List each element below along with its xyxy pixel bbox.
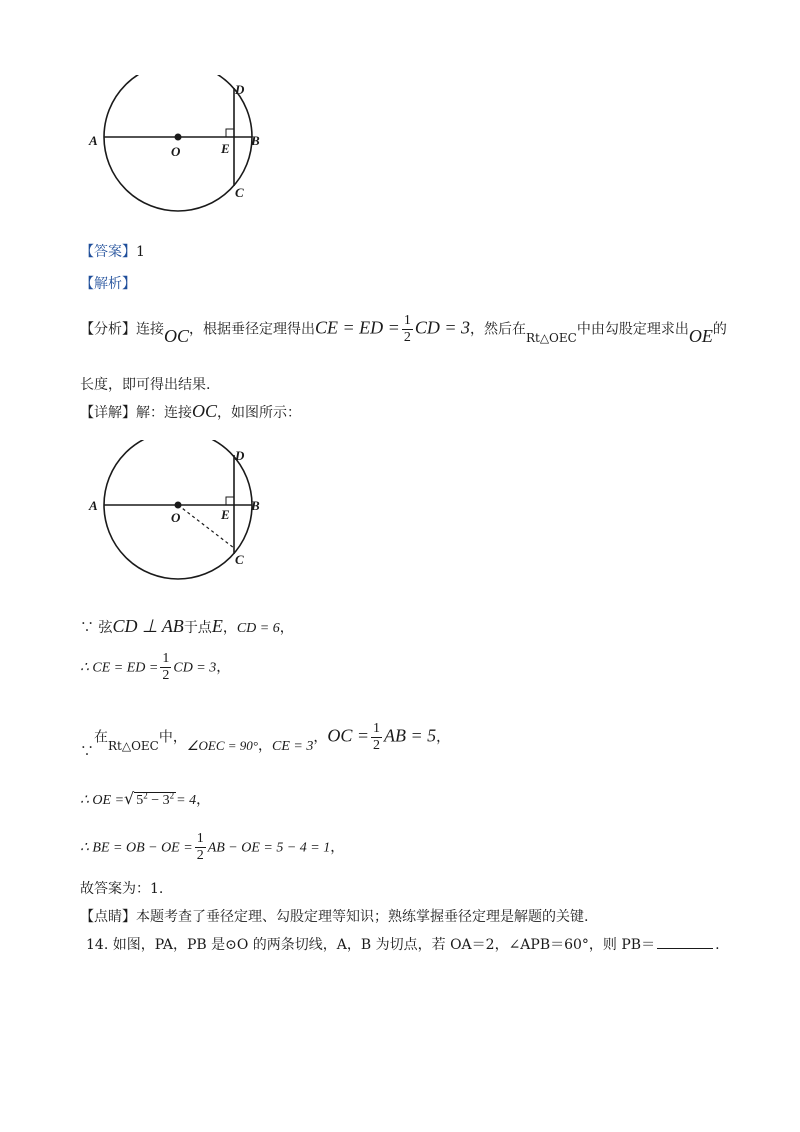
step-2-pre: ∴ CE = ED = bbox=[80, 660, 159, 676]
fenxi-oc: OC bbox=[164, 325, 190, 346]
question-14 bbox=[86, 934, 720, 954]
analysis-tag: 【解析】 bbox=[80, 276, 136, 292]
fenxi-eq-rhs: CD = 3 bbox=[414, 317, 470, 338]
fenxi-text-5: 的 bbox=[712, 321, 727, 338]
step-5-den: 2 bbox=[196, 848, 204, 863]
fenxi-eq-lhs: CE = ED = bbox=[315, 317, 400, 338]
label-d: D bbox=[235, 82, 245, 97]
step-3-num: 1 bbox=[373, 721, 381, 736]
step-5-post: AB − OE = 5 − 4 = 1 bbox=[207, 840, 331, 856]
step-3-angle: ∠OEC = 90° bbox=[186, 737, 259, 753]
label-c: C bbox=[235, 552, 244, 567]
step-5 bbox=[80, 832, 344, 863]
detail-line bbox=[80, 401, 301, 422]
fenxi-half-den: 2 bbox=[403, 330, 411, 345]
label-a: A bbox=[89, 498, 98, 513]
step-5-end: ， bbox=[330, 839, 345, 856]
step-5-half bbox=[195, 832, 206, 863]
radicand-minus-3: − 3 bbox=[147, 793, 170, 808]
label-b: B bbox=[251, 133, 260, 148]
circle-diagram-2 bbox=[80, 440, 280, 590]
circle-diagram-1 bbox=[80, 75, 280, 225]
step-2-post: CD = 3 bbox=[173, 660, 217, 676]
radicand-sup-1: 2 bbox=[143, 790, 148, 801]
step-3-den: 2 bbox=[373, 738, 381, 753]
label-o: O bbox=[171, 144, 181, 159]
step-4 bbox=[80, 789, 210, 809]
step-3-end: ， bbox=[436, 729, 451, 746]
fenxi-text-3: ，然后在 bbox=[469, 321, 526, 338]
comment-tag: 【点睛】 bbox=[80, 909, 136, 925]
step-3 bbox=[80, 721, 451, 760]
fenxi-text-2: ，根据垂径定理得出 bbox=[189, 321, 316, 338]
step-3-zhong: 中， bbox=[158, 729, 187, 746]
sqrt-radicand bbox=[134, 792, 176, 808]
right-angle-mark bbox=[226, 497, 234, 505]
step-3-oc: OC = bbox=[327, 725, 370, 746]
step-3-ab: AB = 5 bbox=[384, 725, 437, 746]
comment-line bbox=[80, 906, 588, 926]
detail-text-1: 解：连接 bbox=[136, 405, 192, 421]
fenxi-tag: 【分析】 bbox=[80, 321, 136, 338]
step-1-pre: ∵ 弦 bbox=[80, 620, 113, 636]
center-point bbox=[175, 134, 182, 141]
answer-value: 1 bbox=[136, 244, 145, 260]
label-e: E bbox=[221, 141, 230, 156]
fenxi-text-1: 连接 bbox=[136, 321, 164, 338]
radicand-sup-2: 2 bbox=[169, 790, 175, 801]
step-4-end: ， bbox=[196, 792, 211, 808]
step-2-den: 2 bbox=[162, 668, 170, 683]
fenxi-triangle: Rt△OEC bbox=[525, 330, 577, 345]
label-a: A bbox=[89, 133, 98, 148]
step-1-sep: ， bbox=[222, 620, 237, 636]
step-2-half bbox=[160, 652, 171, 683]
fenxi-half bbox=[402, 314, 413, 345]
step-3-triangle: Rt△OEC bbox=[108, 738, 159, 753]
step-3-because: ∵ bbox=[80, 743, 94, 760]
conclusion: 故答案为：1. bbox=[80, 881, 164, 897]
sqrt-sign: √ bbox=[124, 789, 135, 808]
label-e: E bbox=[221, 507, 230, 522]
right-angle-mark bbox=[226, 129, 234, 137]
step-3-in: 在 bbox=[94, 729, 108, 746]
label-b: B bbox=[251, 498, 260, 513]
fenxi-half-num: 1 bbox=[403, 313, 411, 328]
fenxi-oe: OE bbox=[688, 325, 713, 346]
step-1-cd: CD = 6 bbox=[236, 621, 280, 636]
step-1-e: E bbox=[211, 616, 223, 636]
fenxi-line-2: 长度，即可得出结果. bbox=[80, 377, 211, 393]
circle-outline bbox=[104, 75, 252, 211]
question-14-text: 14. 如图，PA，PB 是⊙O 的两条切线，A，B 为切点，若 OA＝2，∠APB＝60°，则 PB＝ bbox=[86, 937, 656, 953]
step-2 bbox=[80, 652, 230, 683]
center-point bbox=[175, 502, 182, 509]
step-4-post: = 4 bbox=[176, 793, 197, 808]
step-5-pre: ∴ BE = OB − OE = bbox=[80, 840, 193, 856]
comment-text: 本题考查了垂径定理、勾股定理等知识；熟练掌握垂径定理是解题的关键. bbox=[136, 909, 589, 925]
step-2-num: 1 bbox=[162, 651, 170, 666]
label-d: D bbox=[235, 448, 245, 463]
question-14-end: . bbox=[715, 937, 720, 953]
step-2-end: ， bbox=[216, 659, 231, 676]
step-5-num: 1 bbox=[196, 831, 204, 846]
step-1-perp: CD ⊥ AB bbox=[112, 616, 184, 636]
label-c: C bbox=[235, 185, 244, 200]
step-3-ce: CE = 3 bbox=[272, 738, 314, 754]
step-3-half bbox=[371, 722, 382, 753]
answer-tag: 【答案】 bbox=[80, 244, 136, 260]
step-3-sep-2: ， bbox=[313, 729, 328, 746]
fenxi-line bbox=[80, 314, 727, 345]
detail-tag: 【详解】 bbox=[80, 405, 136, 421]
radicand-5: 5 bbox=[136, 793, 144, 808]
answer-blank bbox=[657, 948, 713, 949]
step-3-sep-1: ， bbox=[258, 737, 273, 754]
answer-line bbox=[80, 241, 145, 261]
detail-text-2: ，如图所示： bbox=[217, 405, 302, 421]
step-4-pre: ∴ OE = bbox=[80, 793, 125, 808]
fenxi-text-4: 中由勾股定理求出 bbox=[576, 321, 689, 338]
detail-oc: OC bbox=[192, 401, 218, 421]
step-1 bbox=[80, 616, 294, 637]
step-1-mid: 于点 bbox=[183, 620, 212, 636]
step-1-end: ， bbox=[279, 620, 294, 636]
label-o: O bbox=[171, 510, 181, 525]
